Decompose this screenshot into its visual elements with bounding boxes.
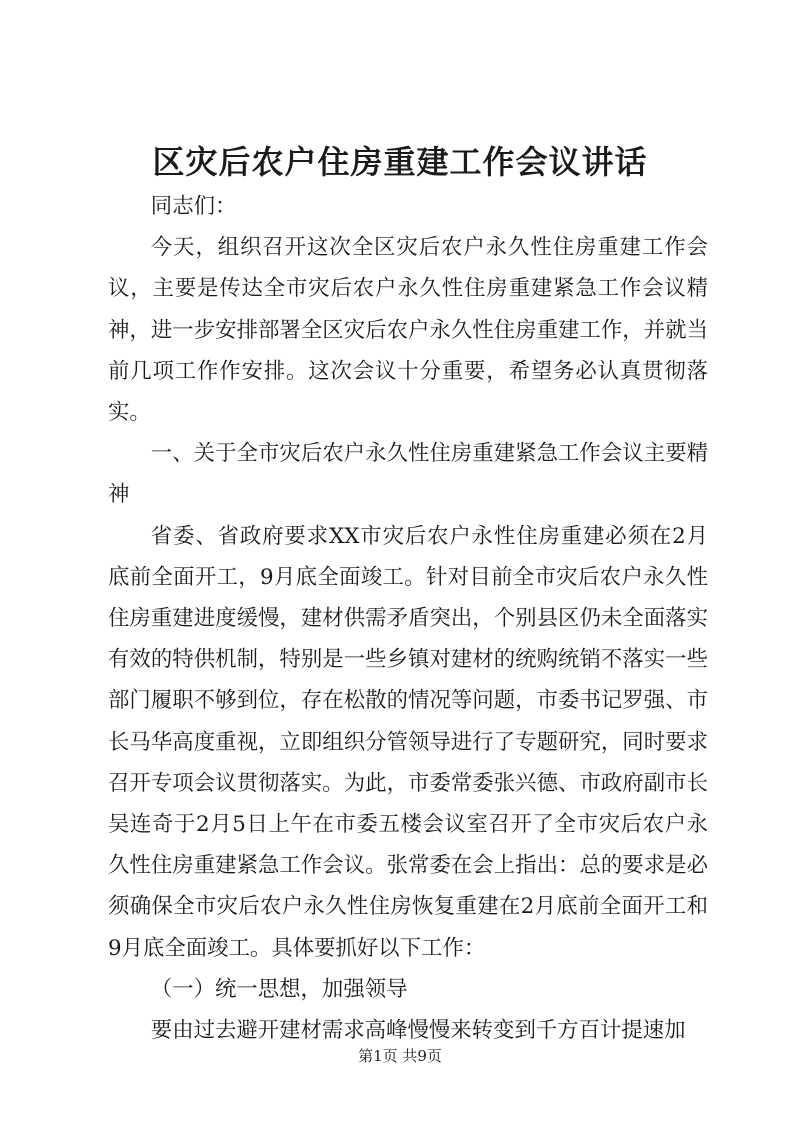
paragraph-section-1: 省委、省政府要求XX市灾后农户永性住房重建必须在2月底前全面开工，9月底全面竣工。针对目前全市灾后农户永久性住房重建进度缓慢，建材供需矛盾突出，个别县区仍未全面落实有效的特供机制，特别是一些乡镇对建材的统购统销不落实一些部门履职不够到位，存在松散的情况等问题，市委书记罗强、市长马华高度重视，立即组织分管领导进行了专题研究，同时要求召开专项会议贯彻落实。为此，市委常委张兴德、市政府副市长吴连奇于2月5日上午在市委五楼会议室召开了全市灾后农户永久性住房重建紧急工作会议。张常委在会上指出：总的要求是必须确保全市灾后农户永久性住房恢复重建在2月底前全面开工和9月底全面竣工。具体要抓好以下工作： — [108, 523, 708, 961]
document-title: 区灾后农户住房重建工作会议讲话 — [152, 143, 648, 181]
salutation: 同志们： — [150, 194, 237, 219]
paragraph-subsection-1: 要由过去避开建材需求高峰慢慢来转变到千方百计提速加 — [150, 1018, 686, 1044]
document-body — [108, 186, 708, 1051]
page-number-footer: 第1页 共9页 — [358, 1047, 442, 1065]
subsection-heading-1: （一）统一思想，加强领导 — [150, 976, 408, 1002]
paragraph-intro: 今天，组织召开这次全区灾后农户永久性住房重建工作会议，主要是传达全市灾后农户永久性住房重建紧急工作会议精神，进一步安排部署全区灾后农户永久性住房重建工作，并就当前几项工作作安排。这次会议十分重要，希望务必认真贯彻落实。 — [108, 235, 708, 426]
section-heading-1: 一、关于全市灾后农户永久性住房重建紧急工作会议主要精神 — [108, 441, 708, 508]
